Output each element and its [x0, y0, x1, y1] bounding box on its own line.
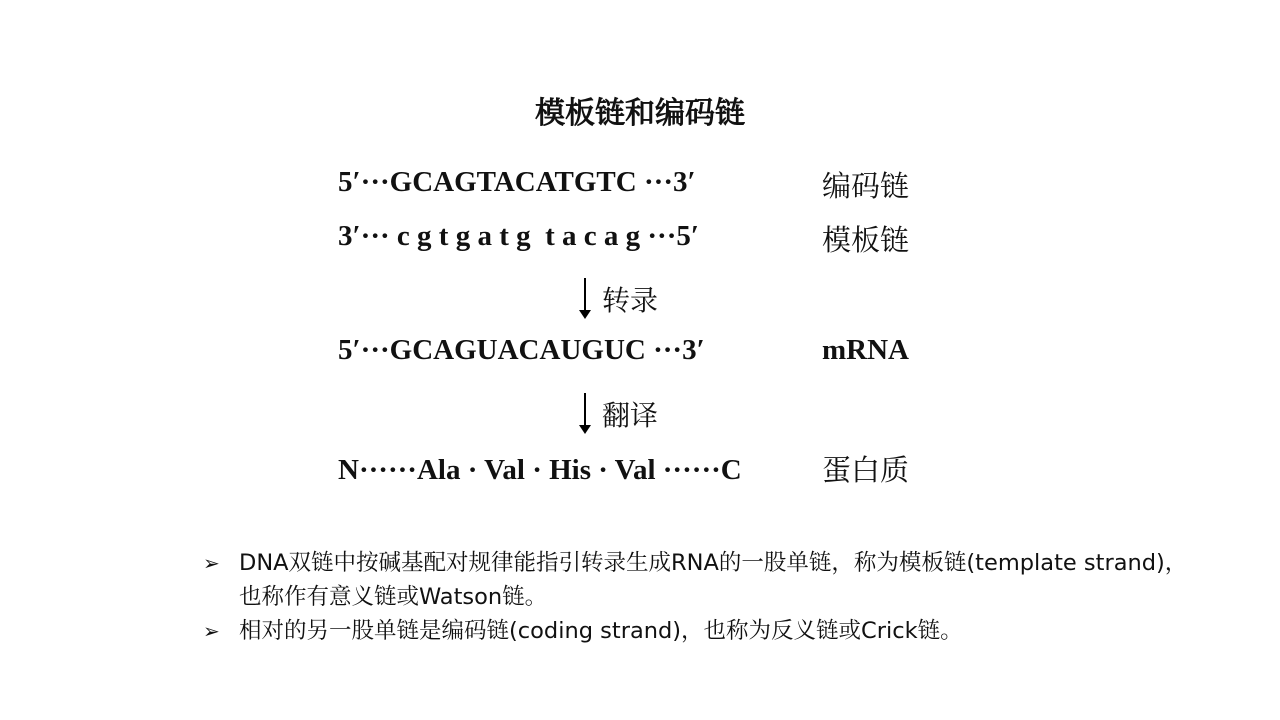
mrna-label: mRNA [822, 334, 909, 366]
protein-sequence: N······Ala · Val · His · Val ······C [338, 454, 742, 486]
bullet-text: 相对的另一股单链是编码链(coding strand)，也称为反义链或Crick链。 [239, 618, 963, 644]
down-arrow-icon [578, 393, 592, 435]
bullet-list [203, 546, 1203, 648]
transcription-label: 转录 [602, 284, 659, 317]
protein-label: 蛋白质 [822, 453, 910, 487]
coding-strand-sequence: 5′···GCAGTACATGTC ···3′ [338, 166, 696, 198]
arrow-bullet-icon: ➢ [203, 619, 220, 643]
template-strand-label: 模板链 [822, 223, 910, 257]
arrow-bullet-icon: ➢ [203, 551, 220, 575]
list-item [203, 614, 1203, 648]
template-strand-sequence: 3′··· c g t g a t g t a c a g ···5′ [338, 220, 700, 252]
translation-label: 翻译 [602, 399, 659, 432]
transcription-step [578, 278, 658, 320]
list-item [203, 546, 1203, 614]
mrna-sequence: 5′···GCAGUACAUGUC ···3′ [338, 334, 705, 366]
coding-strand-label: 编码链 [822, 169, 910, 203]
translation-step [578, 393, 658, 435]
down-arrow-icon [578, 278, 592, 320]
bullet-text: DNA双链中按碱基配对规律能指引转录生成RNA的一股单链，称为模板链(template strand)，也称作有意义链或Watson链。 [239, 550, 1188, 610]
slide-title: 模板链和编码链 [535, 96, 745, 131]
